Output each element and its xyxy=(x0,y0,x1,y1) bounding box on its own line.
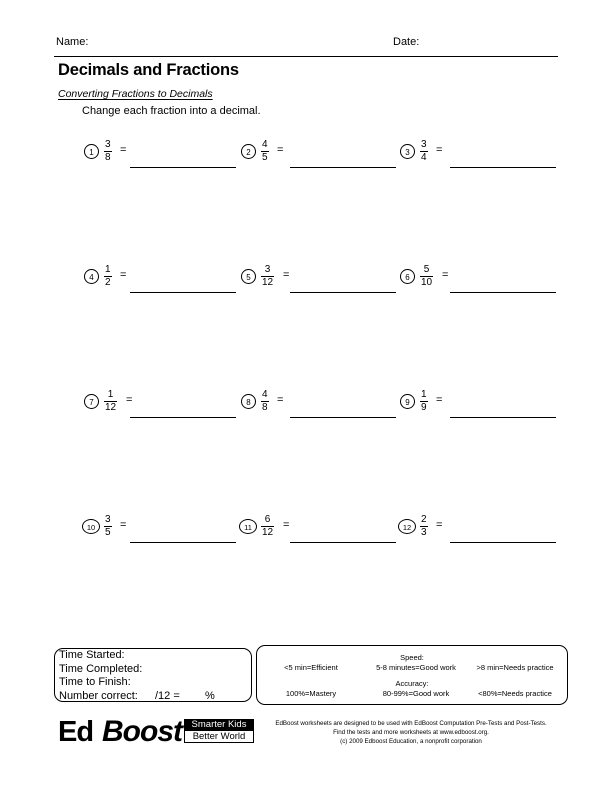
problem-number: 9 xyxy=(400,394,415,409)
time-completed-label: Time Completed: xyxy=(59,662,143,675)
fraction xyxy=(420,264,433,288)
fraction-numerator: 4 xyxy=(262,389,268,400)
accuracy-item-2: <80%=Needs practice xyxy=(478,689,552,698)
answer-blank[interactable] xyxy=(130,292,236,293)
equals-sign: = xyxy=(442,269,449,281)
fraction xyxy=(420,514,428,538)
problem-number: 10 xyxy=(82,519,100,534)
problem-item xyxy=(400,137,556,183)
worksheet-instructions: Change each fraction into a decimal. xyxy=(82,105,261,117)
answer-blank[interactable] xyxy=(450,167,556,168)
timing-box xyxy=(54,648,252,702)
worksheet-subtitle: Converting Fractions to Decimals xyxy=(58,88,213,100)
fraction xyxy=(261,514,274,538)
speed-item-0: <5 min=Efficient xyxy=(284,663,338,672)
answer-blank[interactable] xyxy=(130,417,236,418)
problem-number: 3 xyxy=(400,144,415,159)
problem-number: 7 xyxy=(84,394,99,409)
accuracy-heading: Accuracy: xyxy=(395,679,429,688)
problem-number: 2 xyxy=(241,144,256,159)
fraction-denominator: 12 xyxy=(262,527,274,538)
fraction-numerator: 1 xyxy=(105,264,111,275)
equals-sign: = xyxy=(436,519,443,531)
fraction-numerator: 2 xyxy=(421,514,427,525)
problem-item xyxy=(241,387,396,433)
problem-item xyxy=(84,387,236,433)
speed-heading: Speed: xyxy=(400,653,424,662)
fraction-numerator: 3 xyxy=(264,264,271,275)
fraction xyxy=(261,389,269,413)
fraction-numerator: 3 xyxy=(105,514,111,525)
problem-item xyxy=(241,262,396,308)
equals-sign: = xyxy=(283,519,290,531)
problem-item xyxy=(241,512,396,558)
answer-blank[interactable] xyxy=(290,167,396,168)
logo-ed-text: Ed xyxy=(58,716,94,748)
answer-blank[interactable] xyxy=(450,292,556,293)
accuracy-item-0: 100%=Mastery xyxy=(285,689,337,698)
time-to-finish-label: Time to Finish: xyxy=(59,676,131,688)
scoring-key-box xyxy=(256,645,568,705)
answer-blank[interactable] xyxy=(290,292,396,293)
answer-blank[interactable] xyxy=(290,417,396,418)
legal-line-2: Find the tests and more worksheets at www.edboost.org. xyxy=(333,729,489,736)
problem-item xyxy=(400,387,556,433)
out-of-label: /12 = xyxy=(155,689,180,702)
answer-blank[interactable] xyxy=(450,542,556,543)
fraction-denominator: 12 xyxy=(105,402,117,413)
fraction xyxy=(420,389,428,413)
problem-number: 5 xyxy=(241,269,256,284)
problem-number: 1 xyxy=(84,144,99,159)
problem-number: 6 xyxy=(400,269,415,284)
fraction-numerator: 3 xyxy=(105,139,111,150)
fraction-denominator: 5 xyxy=(262,152,268,163)
equals-sign: = xyxy=(436,394,443,406)
fraction-denominator: 3 xyxy=(421,527,427,538)
page-title: Decimals and Fractions xyxy=(58,61,239,79)
fraction xyxy=(261,264,274,288)
problem-number: 12 xyxy=(398,519,416,534)
equals-sign: = xyxy=(126,394,133,406)
fraction-numerator: 6 xyxy=(264,514,271,525)
problem-number: 4 xyxy=(84,269,99,284)
fraction-numerator: 5 xyxy=(423,264,430,275)
speed-item-1: 5-8 minutes=Good work xyxy=(376,663,456,672)
fraction xyxy=(261,139,269,163)
logo-tagline-top: Smarter Kids xyxy=(184,719,254,731)
answer-blank[interactable] xyxy=(130,542,236,543)
problem-item xyxy=(241,137,396,183)
problem-number: 11 xyxy=(239,519,257,534)
fraction-denominator: 8 xyxy=(105,152,111,163)
date-label: Date: xyxy=(393,36,420,48)
equals-sign: = xyxy=(283,269,290,281)
problem-item xyxy=(400,512,556,558)
percent-label: % xyxy=(205,689,215,702)
answer-blank[interactable] xyxy=(130,167,236,168)
problem-number: 8 xyxy=(241,394,256,409)
equals-sign: = xyxy=(120,269,127,281)
fraction xyxy=(104,264,112,288)
equals-sign: = xyxy=(436,144,443,156)
fraction-denominator: 2 xyxy=(105,277,111,288)
fraction-denominator: 9 xyxy=(421,402,427,413)
legal-line-1: EdBoost worksheets are designed to be used with EdBoost Computation Pre-Tests and Post-Tests. xyxy=(275,720,547,727)
fraction-numerator: 1 xyxy=(421,389,427,400)
fraction-numerator: 4 xyxy=(262,139,268,150)
problem-item xyxy=(400,262,556,308)
name-label: Name: xyxy=(56,36,89,48)
equals-sign: = xyxy=(120,144,127,156)
legal-notice xyxy=(258,719,564,746)
answer-blank[interactable] xyxy=(290,542,396,543)
fraction-denominator: 4 xyxy=(421,152,427,163)
fraction-denominator: 5 xyxy=(105,527,111,538)
problem-item xyxy=(84,512,236,558)
fraction-numerator: 1 xyxy=(107,389,114,400)
equals-sign: = xyxy=(277,144,284,156)
equals-sign: = xyxy=(277,394,284,406)
fraction-numerator: 3 xyxy=(421,139,427,150)
fraction xyxy=(420,139,428,163)
equals-sign: = xyxy=(120,519,127,531)
speed-item-2: >8 min=Needs practice xyxy=(476,663,554,672)
problem-item xyxy=(84,262,236,308)
fraction xyxy=(104,514,112,538)
legal-line-3: (c) 2009 Edboost Education, a nonprofit corporation xyxy=(340,738,482,745)
accuracy-item-1: 80-99%=Good work xyxy=(382,689,450,698)
fraction-denominator: 8 xyxy=(262,402,268,413)
problem-item xyxy=(84,137,236,183)
logo-boost-text: Boost xyxy=(102,715,182,748)
fraction xyxy=(104,389,117,413)
time-started-label: Time Started: xyxy=(59,649,125,661)
fraction-denominator: 12 xyxy=(262,277,274,288)
fraction xyxy=(104,139,112,163)
logo-tagline xyxy=(184,719,254,743)
logo-tagline-bottom: Better World xyxy=(184,731,254,743)
number-correct-label: Number correct: xyxy=(59,689,138,702)
answer-blank[interactable] xyxy=(450,417,556,418)
number-correct-row xyxy=(59,689,215,702)
fraction-denominator: 10 xyxy=(421,277,433,288)
